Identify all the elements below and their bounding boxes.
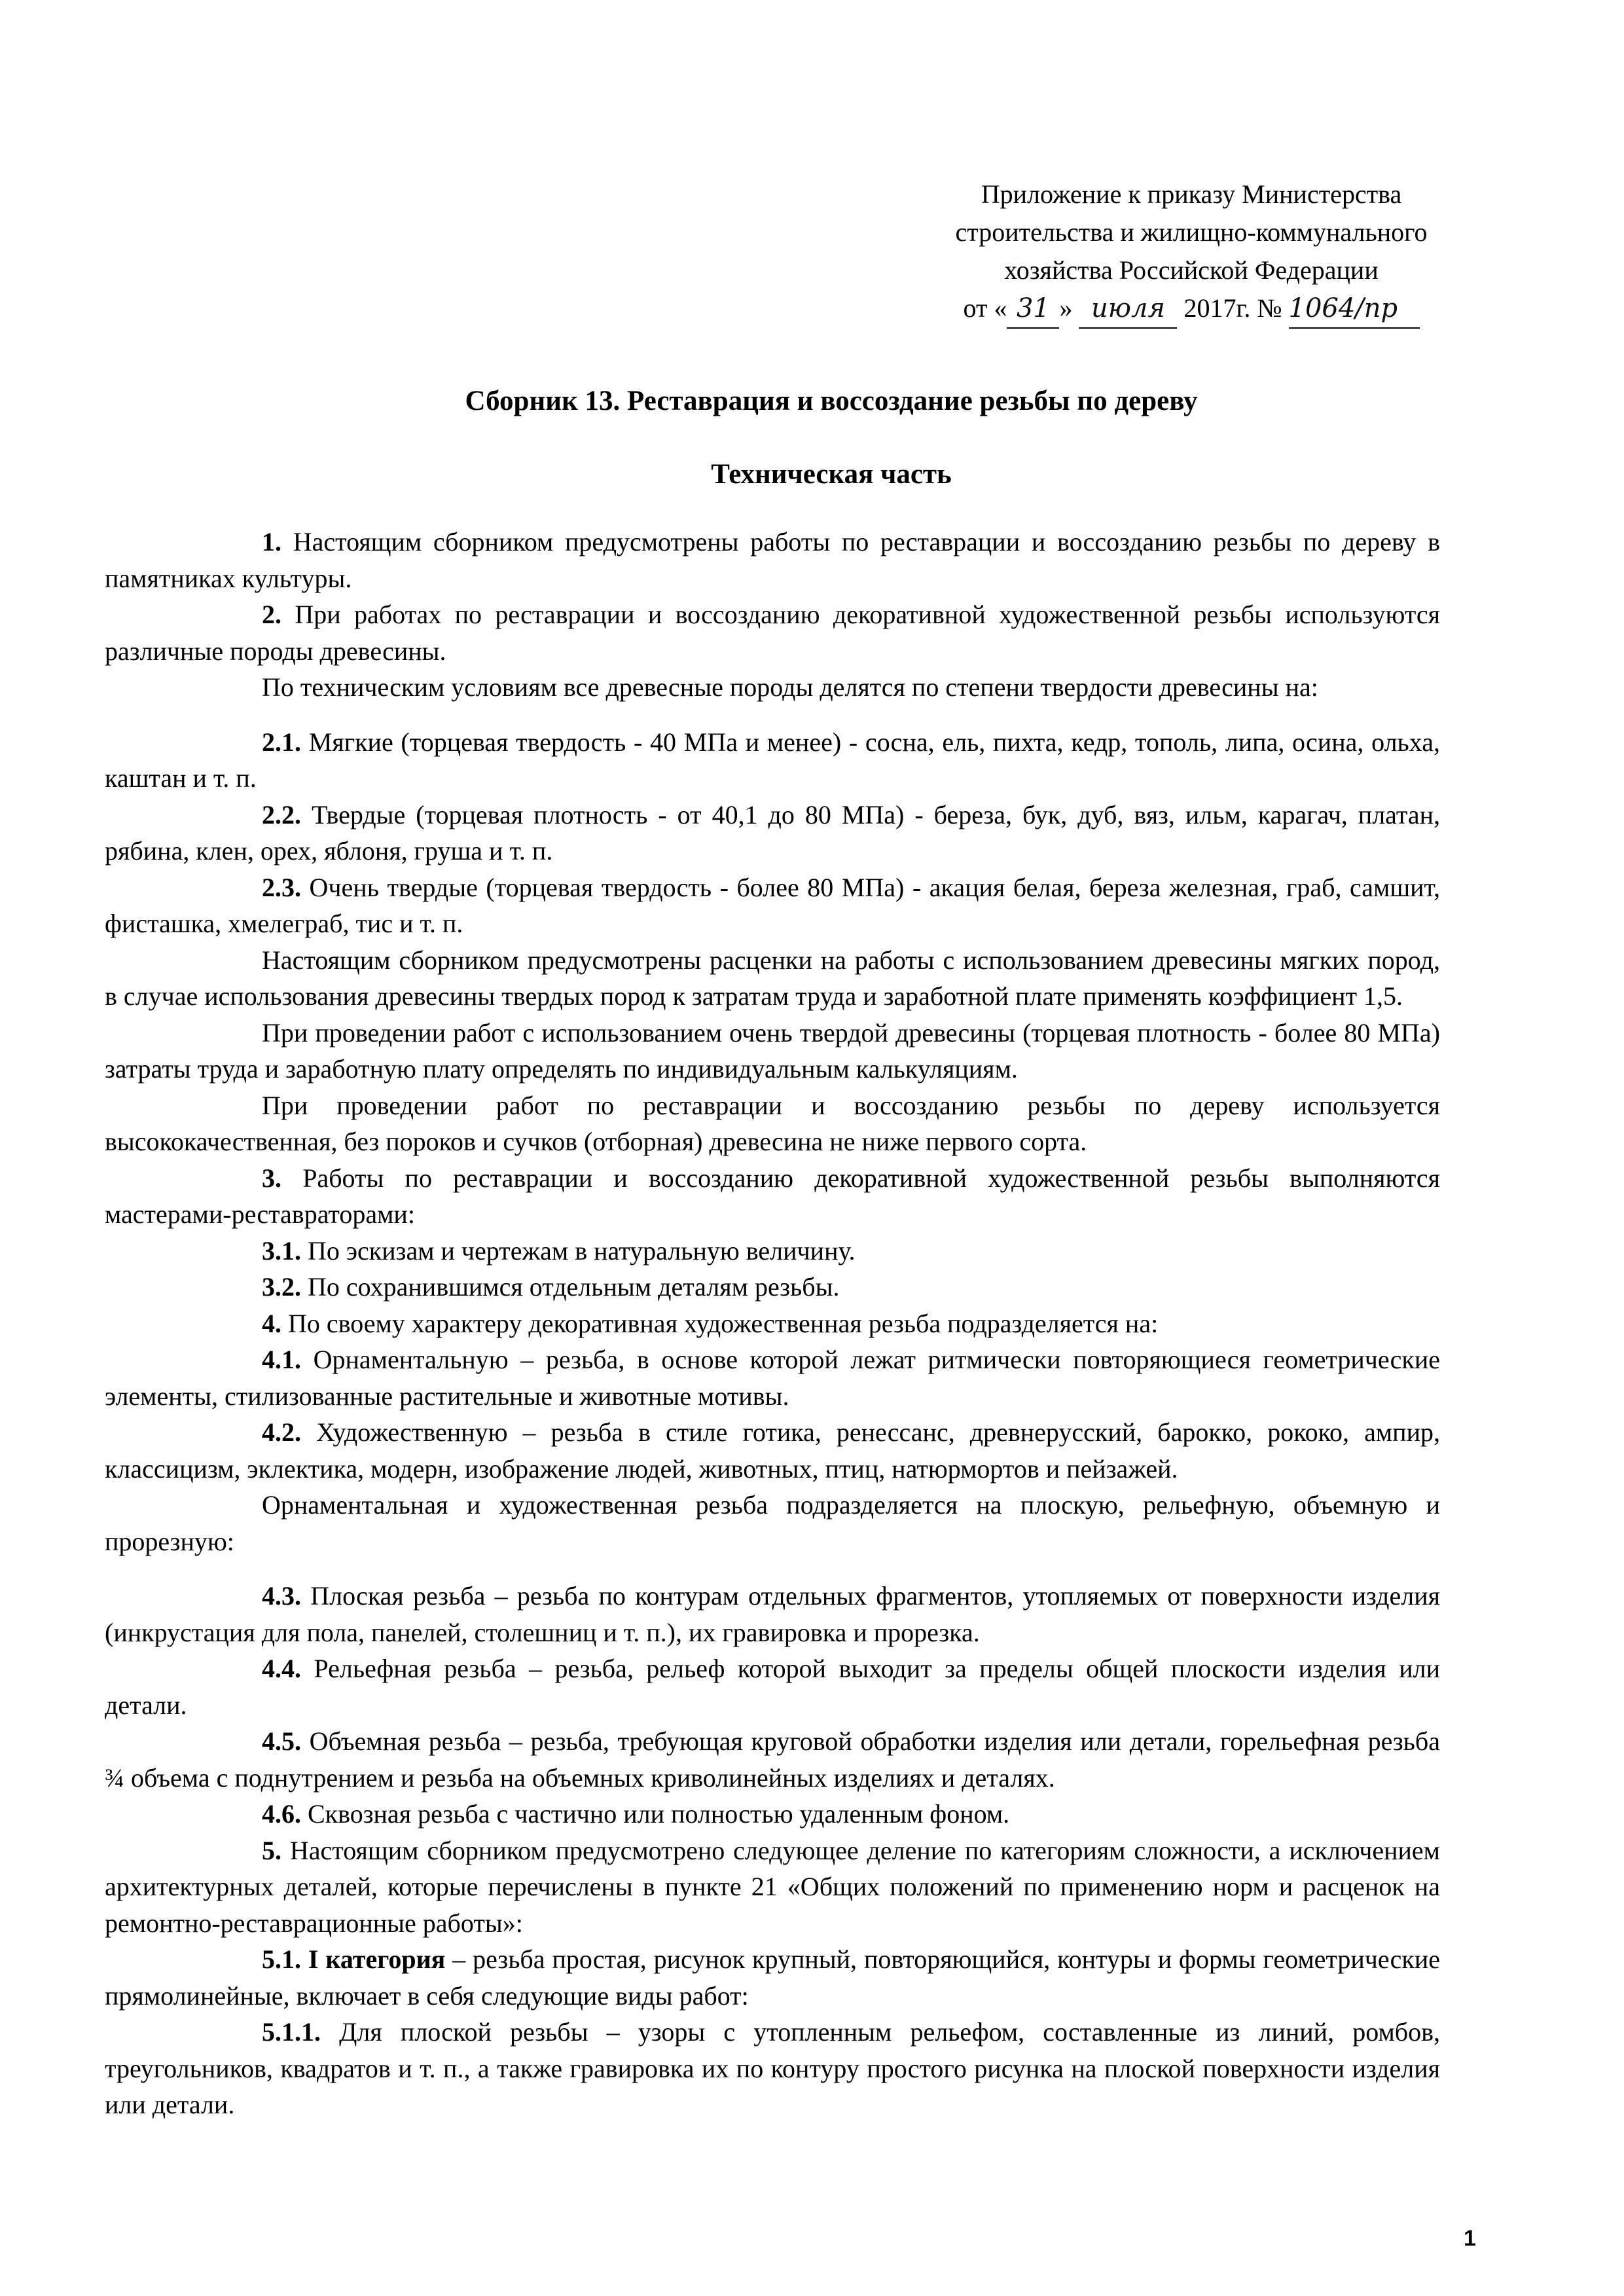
paragraph: При проведении работ с использованием очень твердой древесины (торцевая плотность - более 80 МПа) затраты труда и заработную плату определять по индивидуальным калькуляциям. (105, 1017, 1440, 1084)
paragraph: 2.1. Мягкие (торцевая твердость - 40 МПа и менее) - сосна, ель, пихта, кедр, тополь, липа, осина, ольха, каштан и т. п. (105, 727, 1440, 793)
paragraph: Орнаментальная и художественная резьба подразделяется на плоскую, рельефную, объемную и прорезную: (105, 1490, 1440, 1556)
paragraph: 4.4. Рельефная резьба – резьба, рельеф которой выходит за пределы общей плоскости изделия или детали. (105, 1654, 1440, 1720)
paragraph: 4.3. Плоская резьба – резьба по контурам отдельных фрагментов, утопляемых от поверхности изделия (инкрустация для пола, панелей, столешниц и т. п.), их гравировка и прорезка. (105, 1581, 1440, 1647)
header-line-2: строительства и жилищно-коммунального (955, 217, 1428, 247)
paragraph: 2. При работах по реставрации и воссозданию декоративной художественной резьбы используются различные породы древесины. (105, 600, 1440, 666)
page-title: Сборник 13. Реставрация и воссоздание резьбы по дереву (465, 386, 1198, 416)
paragraph: 5. Настоящим сборником предусмотрено следующее деление по категориям сложности, а исключением архитектурных деталей, которые перечислены в пункте 21 «Общих положений по применению норм и расценок на ремонтно-реставрационные работы»: (105, 1835, 1440, 1938)
approval-header (903, 175, 1479, 329)
handwritten-day: 31 (1007, 289, 1059, 329)
paragraph: 3.1. По эскизам и чертежам в натуральную величину. (262, 1235, 856, 1266)
paragraph: Настоящим сборником предусмотрены расценки на работы с использованием древесины мягких пород, в случае использования древесины твердых пород к затратам труда и заработной плате применять коэффициент 1,5. (105, 945, 1440, 1011)
handwritten-month: июля (1079, 289, 1177, 329)
paragraph: 2.2. Твердые (торцевая плотность - от 40,1 до 80 МПа) - береза, бук, дуб, вяз, ильм, карагач, платан, рябина, клен, орех, яблоня, груша и т. п. (105, 799, 1440, 866)
paragraph: 4. По своему характеру декоративная художественная резьба подразделяется на: (262, 1308, 1159, 1338)
paragraph: 5.1.1. Для плоской резьбы – узоры с утопленным рельефом, составленные из линий, ромбов, треугольников, квадратов и т. п., а также гравировка их по контуру простого рисунка на плоской поверхности изделия или детали. (105, 2017, 1440, 2119)
section-subtitle: Техническая часть (711, 459, 952, 490)
paragraph: 3. Работы по реставрации и воссозданию декоративной художественной резьбы выполняются мастерами-реставраторами: (105, 1163, 1440, 1229)
date-prefix: от « (963, 293, 1007, 323)
header-line-1: Приложение к приказу Министерства (981, 179, 1402, 209)
paragraph: 4.2. Художественную – резьба в стиле готика, ренессанс, древнерусский, барокко, рококо, ампир, классицизм, эклектика, модерн, изображение людей, животных, птиц, натюрмортов и пейзажей. (105, 1417, 1440, 1484)
paragraph: 1. Настоящим сборником предусмотрены работы по реставрации и воссозданию резьбы по дереву в памятниках культуры. (105, 527, 1440, 593)
paragraph: По техническим условиям все древесные породы делятся по степени твердости древесины на: (262, 672, 1318, 702)
paragraph: 4.1. Орнаментальную – резьба, в основе которой лежат ритмически повторяющиеся геометрические элементы, стилизованные растительные и животные мотивы. (105, 1345, 1440, 1411)
header-line-3: хозяйства Российской Федерации (1004, 255, 1379, 285)
handwritten-order-number: 1064/пр (1289, 289, 1420, 329)
paragraph: 3.2. По сохранившимся отдельным деталям резьбы. (262, 1272, 840, 1302)
paragraph: 2.3. Очень твердые (торцевая твердость - более 80 МПа) - акация белая, береза железная, граб, самшит, фисташка, хмелеграб, тис и т. п. (105, 872, 1440, 938)
page-number: 1 (1464, 2226, 1476, 2251)
date-mid: » (1059, 293, 1073, 323)
header-date-line (903, 289, 1479, 329)
document-body (105, 524, 1440, 2123)
paragraph: 4.5. Объемная резьба – резьба, требующая круговой обработки изделия или детали, горельефная резьба ¾ объема с поднутрением и резьба на объемных криволинейных изделиях и деталях. (105, 1726, 1440, 1793)
paragraph: При проведении работ по реставрации и воссозданию резьбы по дереву используется высококачественная, без пороков и сучков (отборная) древесина не ниже первого сорта. (105, 1090, 1440, 1156)
paragraph: 4.6. Сквозная резьба с частично или полностью удаленным фоном. (262, 1799, 1010, 1829)
date-year: 2017г. № (1183, 293, 1282, 323)
paragraph: 5.1. I категория – резьба простая, рисунок крупный, повторяющийся, контуры и формы геометрические прямолинейные, включает в себя следующие виды работ: (105, 1944, 1440, 2011)
